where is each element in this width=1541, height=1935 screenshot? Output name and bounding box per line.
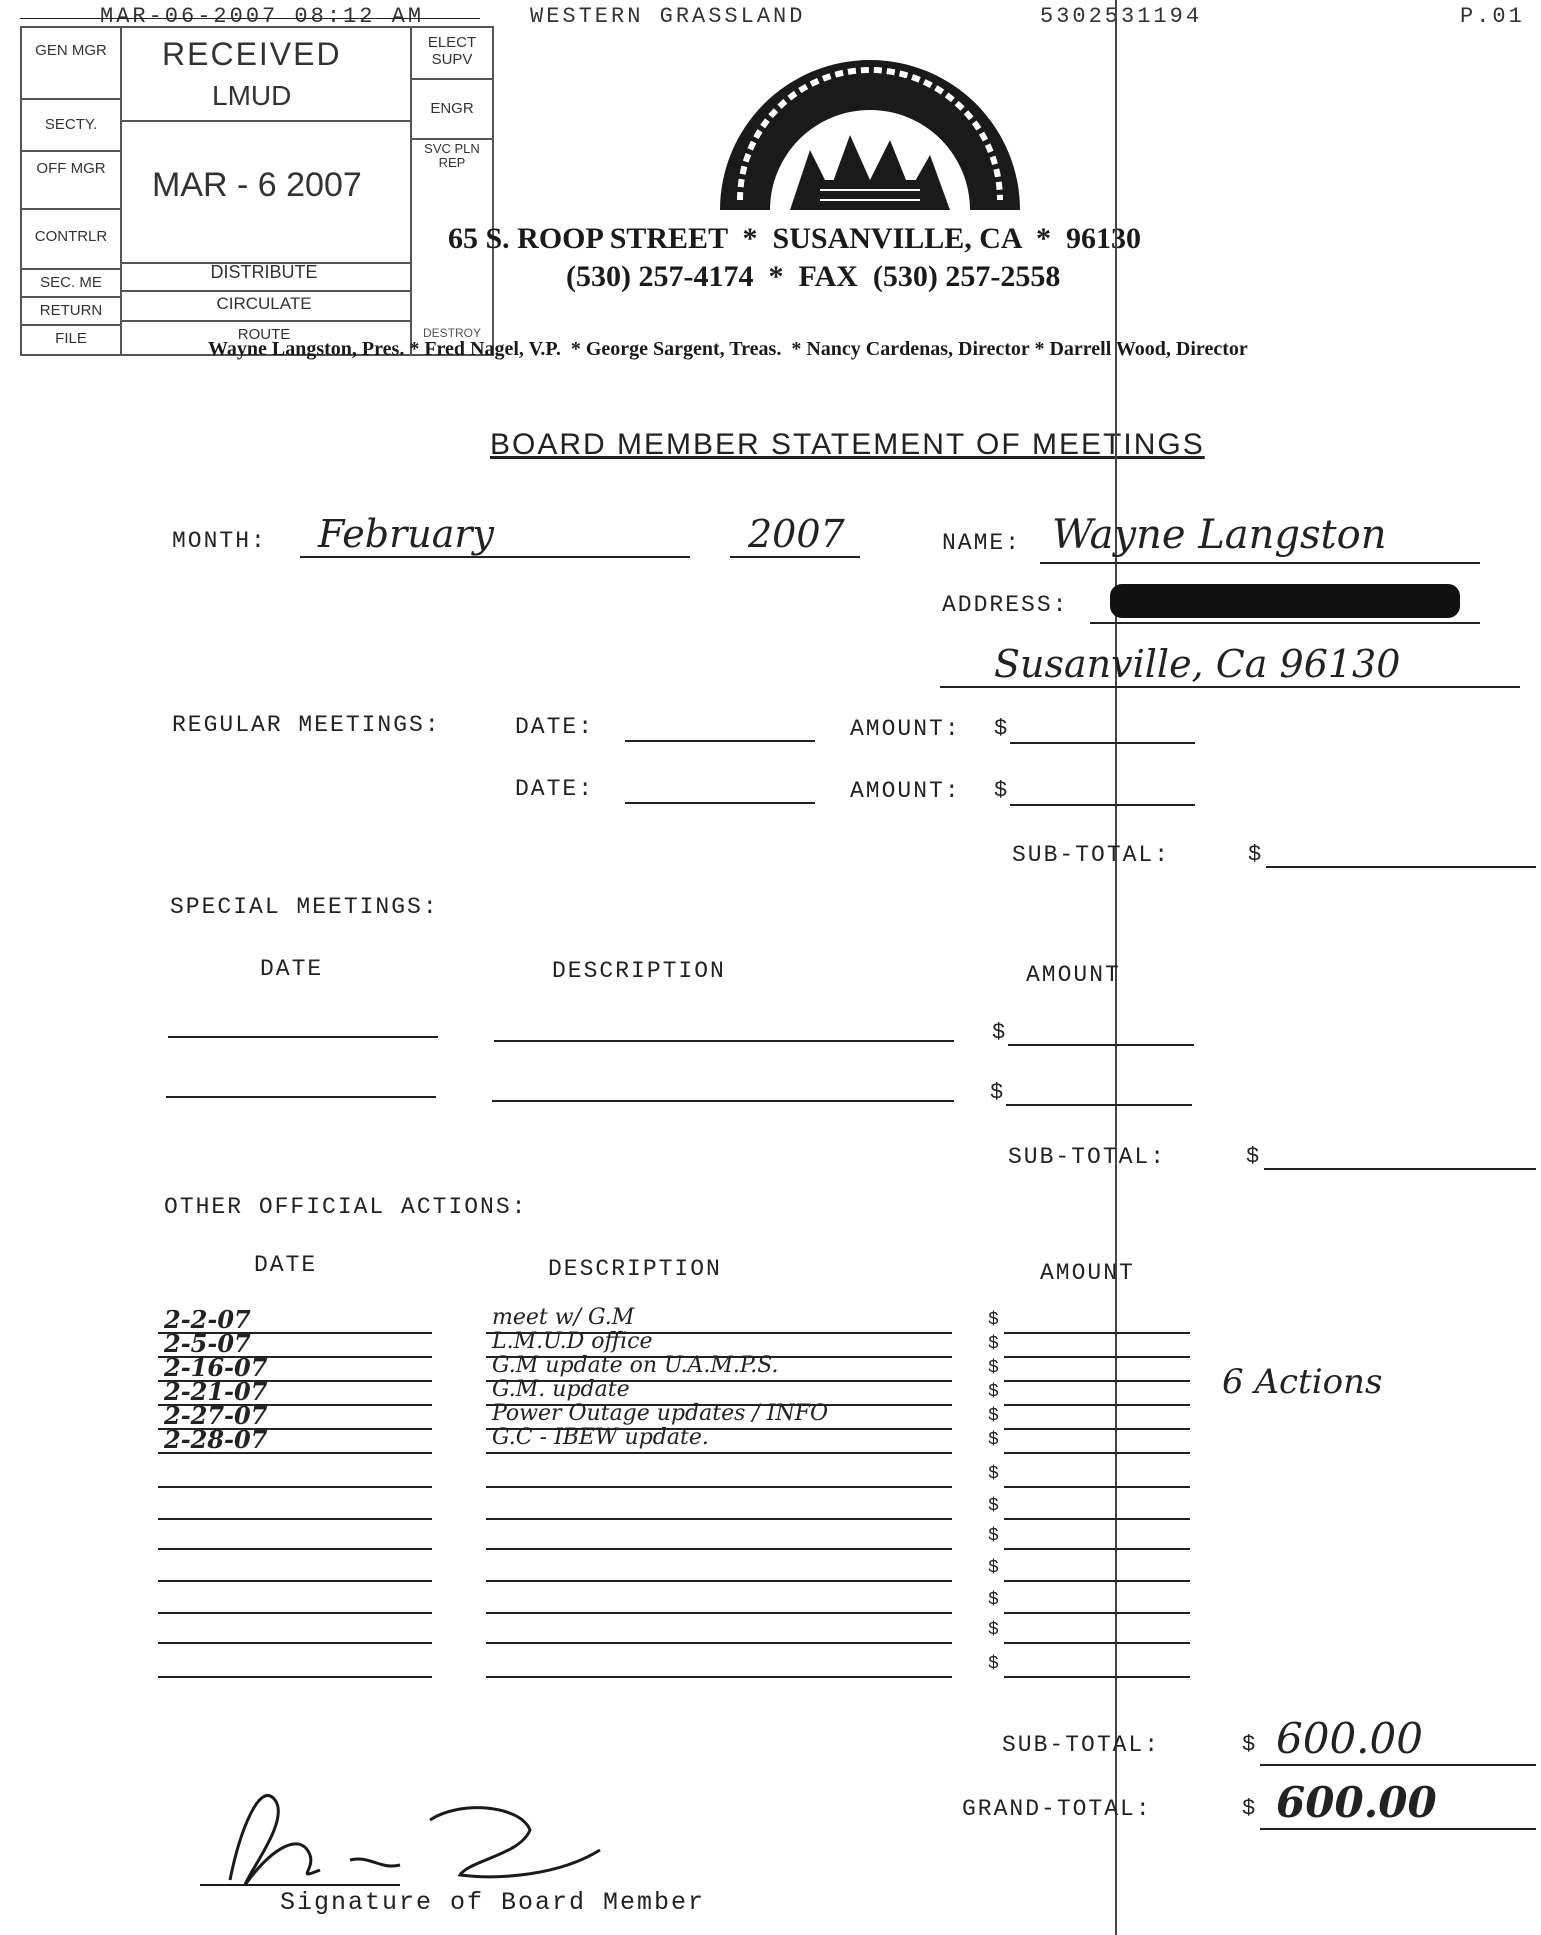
- other-amount-line: [1004, 1580, 1190, 1582]
- stamp-divider: [120, 290, 410, 292]
- other-date-line: [158, 1548, 432, 1550]
- other-amount-line: [1004, 1452, 1190, 1454]
- other-dollar: $: [988, 1654, 999, 1674]
- form-title: BOARD MEMBER STATEMENT OF MEETINGS: [490, 428, 1205, 461]
- stamp-divider: [22, 296, 120, 298]
- other-subtotal-value: 600.00: [1276, 1714, 1423, 1763]
- other-description-line: [486, 1612, 952, 1614]
- fax-page: P.01: [1460, 4, 1525, 29]
- other-entry-description: G.M. update: [492, 1377, 630, 1402]
- utility-district-logo: [700, 40, 1040, 220]
- special-dollar: $: [992, 1020, 1006, 1045]
- grand-total-label: GRAND-TOTAL:: [962, 1796, 1152, 1822]
- regular-amount-line: [1010, 742, 1195, 744]
- other-subtotal-line: [1260, 1764, 1536, 1766]
- other-amount-line: [1004, 1332, 1190, 1334]
- fax-phone: 5302531194: [1040, 4, 1203, 29]
- other-entry-description: Power Outage updates / INFO: [492, 1401, 829, 1426]
- stamp-cell-sec-me: SEC. ME: [40, 274, 102, 291]
- stamp-date: MAR - 6 2007: [152, 166, 362, 204]
- other-entry-description: meet w/ G.M: [492, 1305, 635, 1330]
- other-amount-line: [1004, 1380, 1190, 1382]
- address-underline: [1090, 622, 1480, 624]
- other-amount-line: [1004, 1642, 1190, 1644]
- other-date-line: [158, 1518, 432, 1520]
- stamp-cell-svc-pln-rep: SVC PLN REP: [424, 141, 480, 170]
- special-amount-line-2: [1006, 1104, 1192, 1106]
- other-col-date: DATE: [254, 1252, 318, 1278]
- other-entry-description: G.M update on U.A.M.P.S.: [492, 1353, 779, 1378]
- name-label: NAME:: [942, 530, 1022, 556]
- year-value: 2007: [748, 512, 845, 556]
- stamp-cell-elect-supv: ELECT SUPV: [427, 34, 477, 68]
- stamp-org: LMUD: [212, 80, 292, 111]
- stamp-cell-off-mgr: OFF MGR: [36, 160, 106, 177]
- other-entry-date: 2-28-07: [164, 1425, 268, 1454]
- letterhead-phones: (530) 257-4174 * FAX (530) 257-2558: [566, 260, 1061, 293]
- other-description-line: [486, 1676, 952, 1678]
- other-dollar: $: [988, 1382, 999, 1402]
- stamp-route: ROUTE: [237, 326, 291, 343]
- other-dollar: $: [988, 1464, 999, 1484]
- other-col-amount: AMOUNT: [1040, 1260, 1135, 1286]
- stamp-destroy: DESTROY: [422, 326, 481, 340]
- other-entry-date: 2-16-07: [164, 1353, 268, 1382]
- other-dollar: $: [988, 1526, 999, 1546]
- stamp-divider: [412, 78, 492, 80]
- fax-datetime: MAR-06-2007 08:12 AM: [100, 4, 425, 29]
- other-entry-date: 2-5-07: [164, 1329, 251, 1358]
- other-col-description: DESCRIPTION: [548, 1256, 722, 1282]
- other-amount-line: [1004, 1548, 1190, 1550]
- regular-subtotal-line: [1266, 866, 1536, 868]
- stamp-cell-file: FILE: [55, 330, 87, 347]
- stamp-right-column: [410, 28, 492, 354]
- other-dollar: $: [988, 1310, 999, 1330]
- other-amount-line: [1004, 1356, 1190, 1358]
- other-subtotal-dollar: $: [1242, 1732, 1256, 1757]
- regular-date-label: DATE:: [515, 714, 595, 740]
- other-date-line: [158, 1676, 432, 1678]
- other-actions-label: OTHER OFFICIAL ACTIONS:: [164, 1194, 528, 1220]
- stamp-cell-engr: ENGR: [430, 100, 474, 117]
- other-dollar: $: [988, 1334, 999, 1354]
- special-subtotal-dollar: $: [1246, 1144, 1260, 1169]
- regular-subtotal-dollar: $: [1248, 842, 1262, 867]
- other-description-line: [486, 1548, 952, 1550]
- other-description-line: [486, 1518, 952, 1520]
- address-line2: Susanville, Ca 96130: [994, 642, 1401, 686]
- grand-total-dollar: $: [1242, 1796, 1256, 1821]
- other-description-line: [486, 1580, 952, 1582]
- regular-dollar: $: [994, 716, 1008, 741]
- other-date-line: [158, 1486, 432, 1488]
- special-amount-line: [1008, 1044, 1194, 1046]
- special-meetings-label: SPECIAL MEETINGS:: [170, 894, 439, 920]
- stamp-cell-secty: SECTY.: [44, 116, 98, 133]
- special-col-description: DESCRIPTION: [552, 958, 726, 984]
- other-description-line: [486, 1642, 952, 1644]
- other-description-line: [486, 1486, 952, 1488]
- other-date-line: [158, 1612, 432, 1614]
- other-amount-line: [1004, 1518, 1190, 1520]
- other-amount-line: [1004, 1486, 1190, 1488]
- regular-amount-label-2: AMOUNT:: [850, 778, 961, 804]
- other-dollar: $: [988, 1558, 999, 1578]
- stamp-divider: [412, 138, 492, 140]
- stamp-received: RECEIVED: [162, 36, 342, 72]
- regular-date-label-2: DATE:: [515, 776, 595, 802]
- stamp-distribute: DISTRIBUTE: [210, 262, 318, 282]
- name-value: Wayne Langston: [1052, 512, 1387, 558]
- grand-total-value: 600.00: [1276, 1778, 1437, 1827]
- stamp-date-box: [120, 120, 412, 264]
- month-value: February: [318, 512, 495, 556]
- special-subtotal-label: SUB-TOTAL:: [1008, 1144, 1167, 1170]
- regular-amount-label: AMOUNT:: [850, 716, 961, 742]
- other-amount-line: [1004, 1404, 1190, 1406]
- special-description-line-2: [492, 1100, 954, 1102]
- other-subtotal-label: SUB-TOTAL:: [1002, 1732, 1161, 1758]
- other-date-line: [158, 1580, 432, 1582]
- stamp-circulate: CIRCULATE: [216, 294, 312, 313]
- stamp-divider: [22, 150, 120, 152]
- signature-label: Signature of Board Member: [280, 1888, 706, 1917]
- other-entry-description: G.C - IBEW update.: [492, 1425, 709, 1450]
- month-underline: [300, 556, 690, 558]
- other-dollar: $: [988, 1406, 999, 1426]
- other-dollar: $: [988, 1430, 999, 1450]
- other-amount-line: [1004, 1428, 1190, 1430]
- stamp-divider: [22, 98, 120, 100]
- stamp-divider: [22, 268, 120, 270]
- letterhead-address: 65 S. ROOP STREET * SUSANVILLE, CA * 96130: [448, 222, 1141, 255]
- regular-meetings-label: REGULAR MEETINGS:: [172, 712, 441, 738]
- stamp-divider: [22, 208, 120, 210]
- fax-header-rule: [20, 18, 480, 19]
- other-amount-line: [1004, 1612, 1190, 1614]
- regular-date-line-2: [625, 802, 815, 804]
- special-date-line-2: [166, 1096, 436, 1098]
- stamp-cell-gen-mgr: GEN MGR: [35, 42, 107, 59]
- regular-subtotal-label: SUB-TOTAL:: [1012, 842, 1171, 868]
- address-line2-underline: [940, 686, 1520, 688]
- special-col-amount: AMOUNT: [1026, 962, 1121, 988]
- redacted-address: [1110, 584, 1460, 618]
- other-entry-date: 2-2-07: [164, 1305, 251, 1334]
- special-date-line: [168, 1036, 438, 1038]
- regular-dollar-2: $: [994, 778, 1008, 803]
- special-col-date: DATE: [260, 956, 324, 982]
- special-dollar-2: $: [990, 1080, 1004, 1105]
- stamp-left-column: [22, 28, 122, 354]
- address-label: ADDRESS:: [942, 592, 1069, 618]
- name-underline: [1040, 562, 1480, 564]
- stamp-divider: [120, 320, 410, 322]
- stamp-divider: [22, 324, 120, 326]
- regular-amount-line-2: [1010, 804, 1195, 806]
- other-dollar: $: [988, 1358, 999, 1378]
- other-description-line: [486, 1452, 952, 1454]
- actions-note: 6 Actions: [1222, 1362, 1383, 1402]
- grand-total-line: [1260, 1828, 1536, 1830]
- other-entry-date: 2-21-07: [164, 1377, 268, 1406]
- other-date-line: [158, 1642, 432, 1644]
- received-stamp: [20, 26, 494, 356]
- other-dollar: $: [988, 1590, 999, 1610]
- special-description-line: [494, 1040, 954, 1042]
- stamp-cell-contrlr: CONTRLR: [34, 228, 108, 245]
- other-entry-date: 2-27-07: [164, 1401, 268, 1430]
- year-underline: [730, 556, 860, 558]
- letterhead-officers: Wayne Langston, Pres. * Fred Nagel, V.P. * George Sargent, Treas. * Nancy Cardenas, Director * Darrell Wood, Director: [208, 338, 1248, 360]
- other-dollar: $: [988, 1496, 999, 1516]
- month-label: MONTH:: [172, 528, 267, 554]
- special-subtotal-line: [1264, 1168, 1536, 1170]
- other-amount-line: [1004, 1676, 1190, 1678]
- fax-sender: WESTERN GRASSLAND: [530, 4, 806, 29]
- board-member-signature: [200, 1760, 760, 1900]
- other-entry-description: L.M.U.D office: [492, 1329, 653, 1354]
- stamp-cell-return: RETURN: [39, 302, 103, 319]
- regular-date-line: [625, 740, 815, 742]
- other-dollar: $: [988, 1620, 999, 1640]
